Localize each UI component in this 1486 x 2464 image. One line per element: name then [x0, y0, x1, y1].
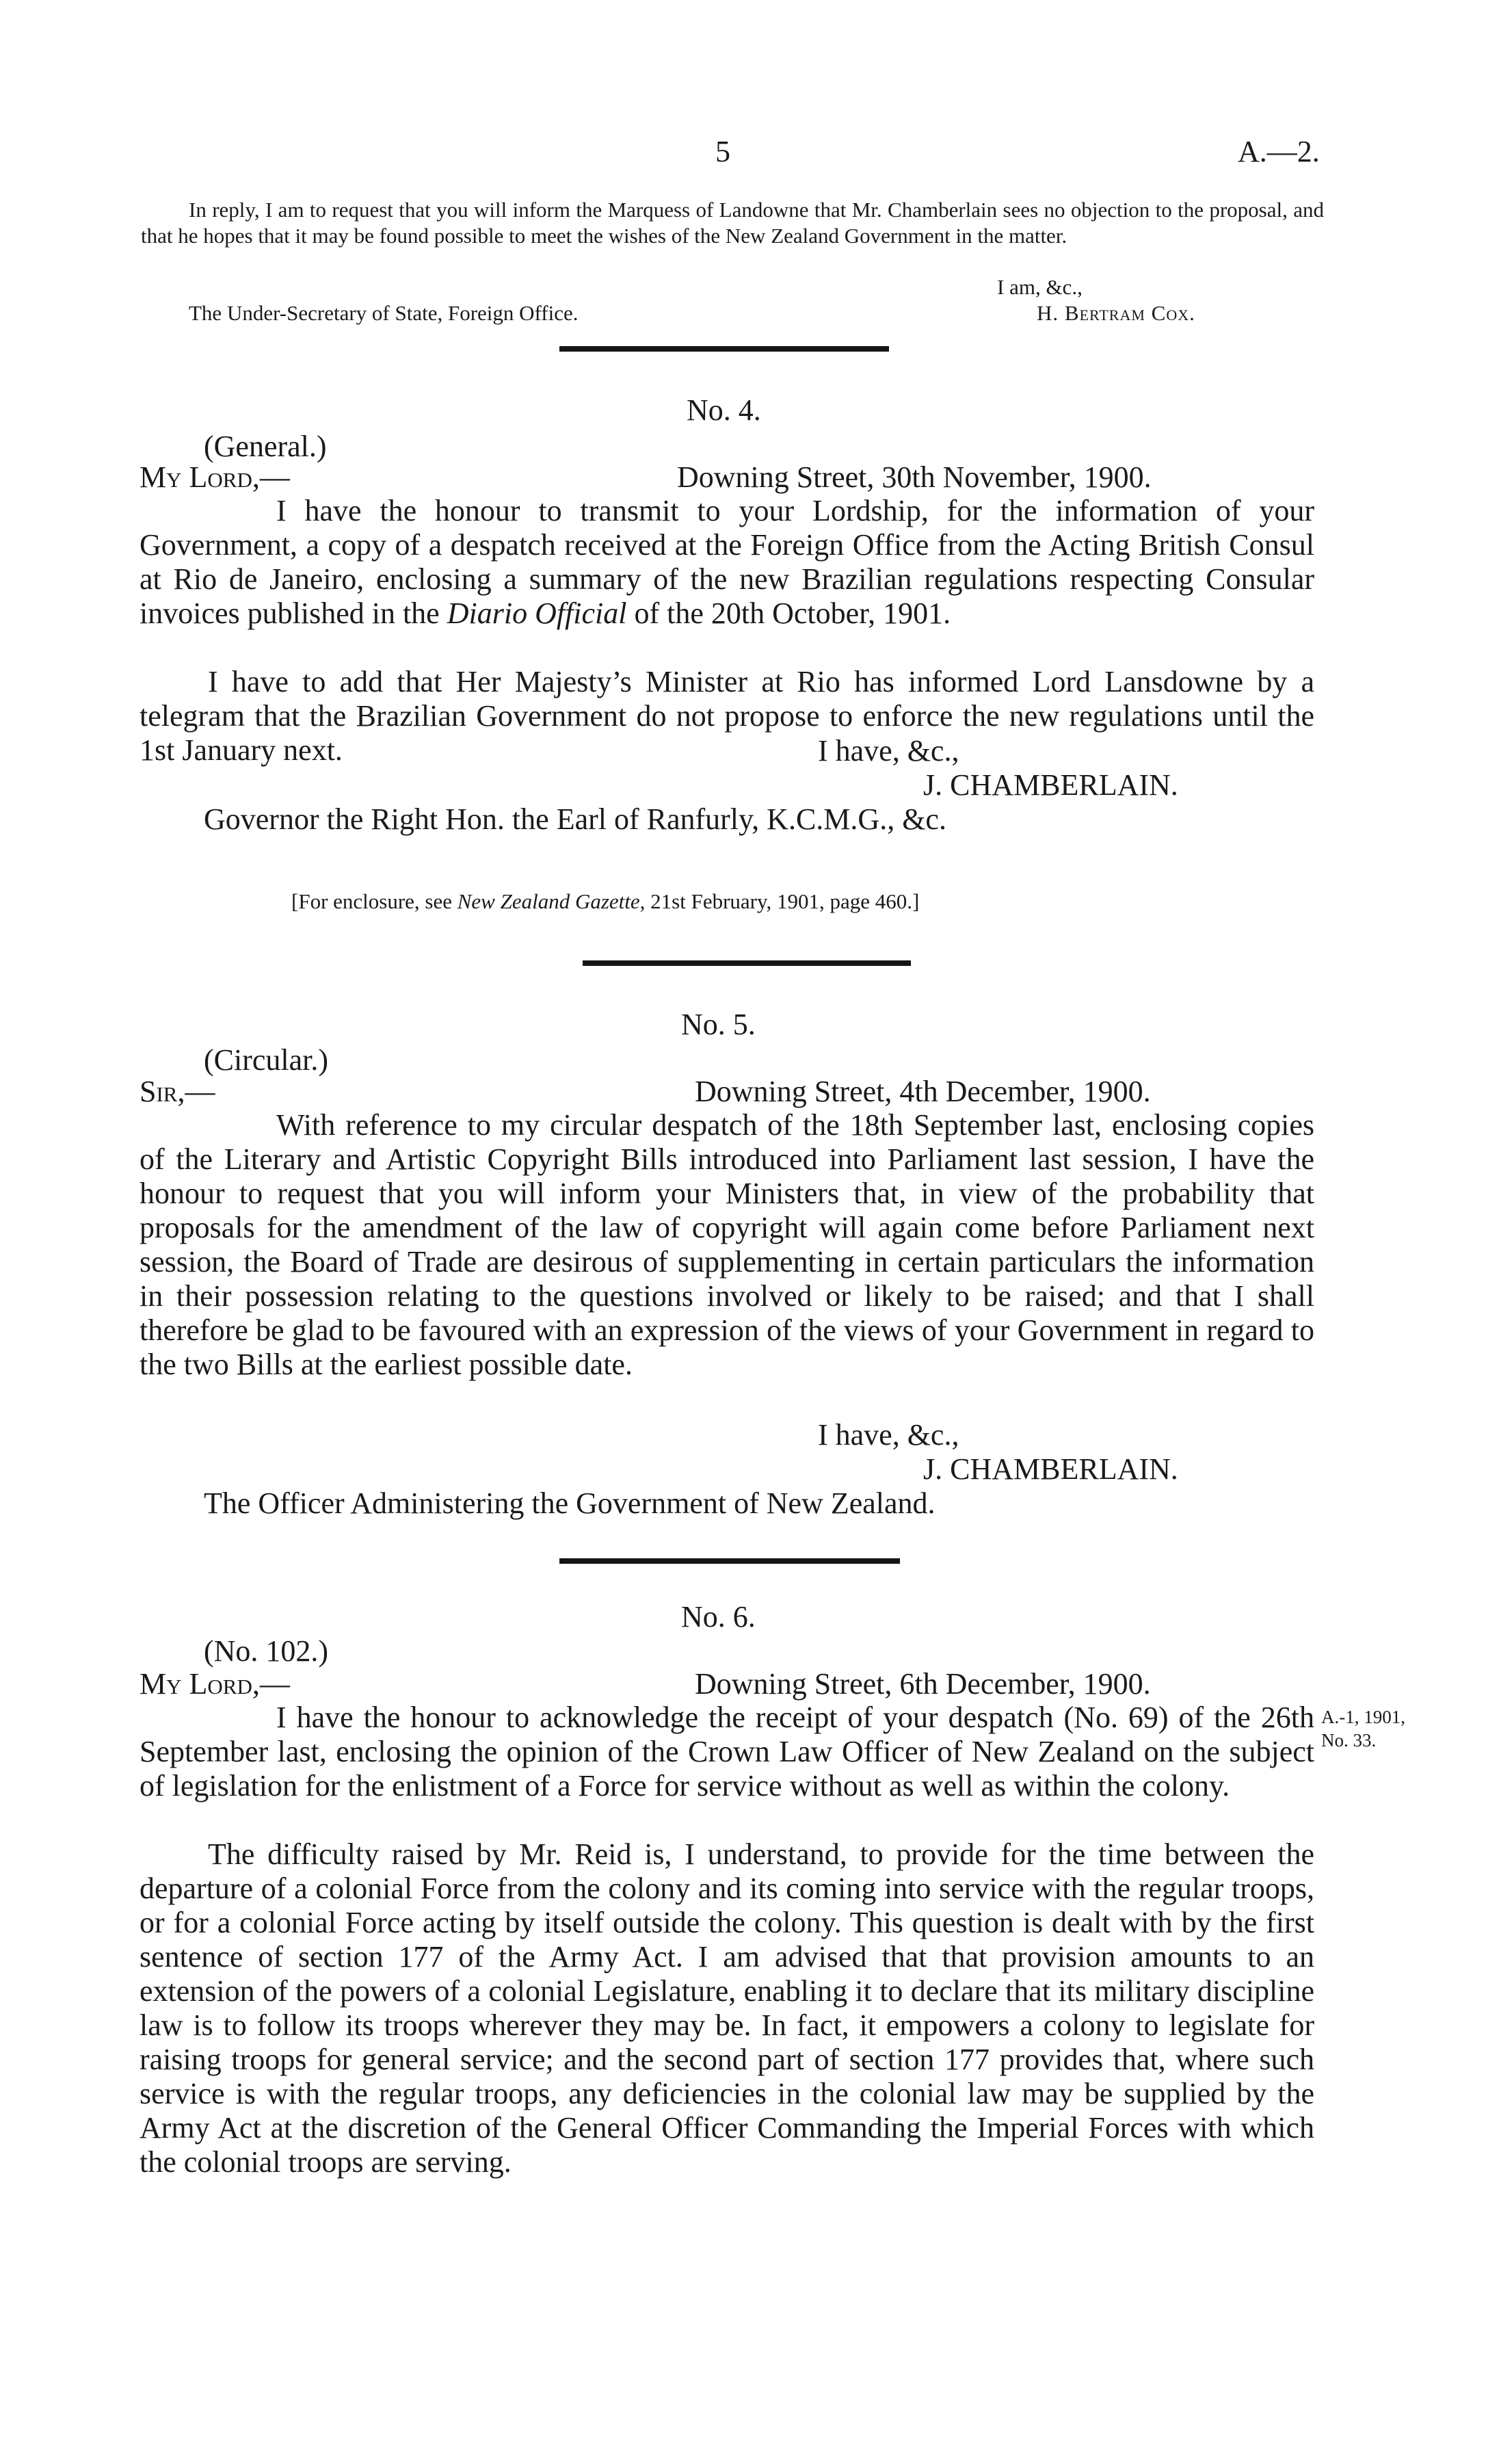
opening-closing: I am, &c., — [997, 275, 1083, 299]
page-reference: A.—2. — [1238, 135, 1320, 168]
no6-place-date: Downing Street, 6th December, 1900. — [695, 1667, 1151, 1701]
no5-place-date: Downing Street, 4th December, 1900. — [695, 1075, 1151, 1108]
no4-gazette-title: Diario Official — [447, 597, 627, 630]
no4-salutation: My Lord,— — [140, 460, 290, 494]
no5-closing: I have, &c., — [818, 1418, 959, 1452]
no4-enclosure-note — [291, 889, 919, 914]
no4-paragraph-1 — [140, 494, 1314, 631]
enclosure-gazette: New Zealand Gazette — [457, 889, 640, 913]
opening-text: In reply, I am to request that you will inform the Marquess of Landowne that Mr. Chamberlain sees no objection to the proposal, and that he hopes that it may be found possible to meet the wishes of the New Zealand Government in the matter. — [141, 198, 1324, 248]
opening-paragraph — [141, 197, 1324, 249]
no4-para1-text: I have the honour to transmit to your Lordship, for the information of your Government, a copy of a despatch received at the Foreign Office from the Acting British Consul at Rio de Janeiro, enclosing a summary of the new Brazilian regulations respecting Consular invoices published in the — [140, 494, 1314, 630]
no4-paragraph-2: I have to add that Her Majesty’s Minister at Rio has informed Lord Lansdowne by a telegram that the Brazilian Government do not propose to enforce the new regulations until the 1st January next. — [140, 665, 1314, 767]
opening-signature: H. Bertram Cox. — [1037, 301, 1195, 325]
no4-closing: I have, &c., — [818, 734, 959, 768]
no6-paragraph-2: The difficulty raised by Mr. Reid is, I understand, to provide for the time between the departure of a colonial Force from the colony and its coming into service with the regular troops, or for a colonial Force acting by itself outside the colony. This question is dealt with by the first sentence of section 177 of the Army Act. I am advised that that provision amounts to an extension of the powers of a colonial Legislature, enabling it to declare that its military discipline law is to follow its troops wherever they may be. In fact, it empowers a colony to legislate for raising troops for general service; and the second part of section 177 provides that, where such service is with the regular troops, any deficiencies in the colonial law may be supplied by the Army Act at the discretion of the General Officer Commanding the Imperial Forces with which the colonial troops are serving. — [140, 1837, 1314, 2179]
no6-heading: No. 6. — [681, 1600, 756, 1634]
no6-paragraph-1: I have the honour to acknowledge the receipt of your despatch (No. 69) of the 26th September last, enclosing the opinion of the Crown Law Officer of New Zealand on the subject of legislation for the enlistment of a Force for service without as well as within the colony. — [140, 1701, 1314, 1803]
no5-signature: J. CHAMBERLAIN. — [923, 1452, 1178, 1486]
opening-addressee: The Under-Secretary of State, Foreign Office. — [189, 301, 579, 325]
no4-para1-text-end: of the 20th October, 1901. — [626, 597, 951, 630]
section-divider — [583, 960, 911, 966]
section-divider — [559, 1558, 900, 1564]
no4-addressee: Governor the Right Hon. the Earl of Ranfurly, K.C.M.G., &c. — [204, 802, 946, 836]
no4-designation: (General.) — [204, 430, 327, 463]
no6-salutation: My Lord,— — [140, 1667, 290, 1701]
margin-note-reference: A.-1, 1901, — [1321, 1707, 1405, 1727]
no5-salutation: Sir,— — [140, 1075, 215, 1108]
no5-paragraph-1: With reference to my circular despatch of the 18th September last, enclosing copies of the Literary and Artistic Copyright Bills introduced into Parliament last session, I have the honour to request that you will inform your Ministers that, in view of the probability that proposals for the amendment of the law of copyright will again come before Parliament next session, the Board of Trade are desirous of supplementing in certain particulars the information in their possession relating to the questions involved or likely to be raised; and that I shall therefore be glad to be favoured with an expression of the views of your Government in regard to the two Bills at the earliest possible date. — [140, 1108, 1314, 1381]
section-divider — [559, 346, 889, 352]
no5-heading: No. 5. — [681, 1008, 756, 1041]
no4-heading: No. 4. — [687, 393, 761, 427]
enclosure-text-end: , 21st February, 1901, page 460.] — [639, 889, 920, 913]
no5-addressee: The Officer Administering the Government of New Zealand. — [204, 1486, 936, 1520]
page-number: 5 — [715, 135, 730, 168]
enclosure-text: [For enclosure, see — [291, 889, 457, 913]
no4-signature: J. CHAMBERLAIN. — [923, 768, 1178, 802]
no4-place-date: Downing Street, 30th November, 1900. — [677, 460, 1152, 494]
no5-designation: (Circular.) — [204, 1043, 329, 1077]
no6-designation: (No. 102.) — [204, 1634, 329, 1668]
margin-note-number: No. 33. — [1321, 1730, 1377, 1751]
